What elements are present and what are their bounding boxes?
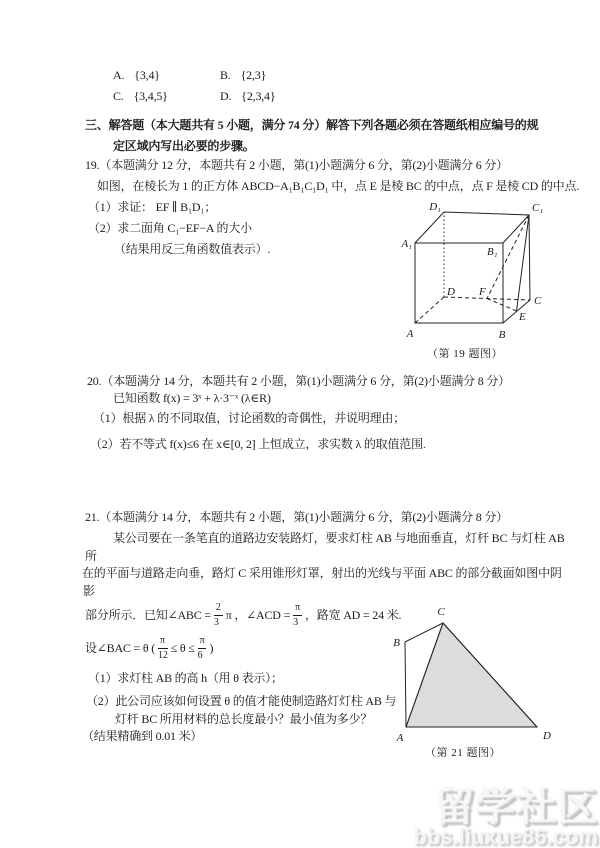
q21-given-mid: π ，∠ACD = [225,607,291,622]
vertex-label-c: C [437,606,445,618]
cube-edge-ad [415,297,444,323]
q21-given-post: ，路宽 AD = 24 米. [305,607,402,622]
q21-note: （结果精确到 0.01 米） [82,729,203,743]
vertex-label-a: A [396,732,404,744]
watermark-title: 留学社区 [434,785,598,829]
q21-body-2: 所 [85,549,97,563]
q21-theta-range [85,635,213,661]
q19-cube-figure [385,198,585,346]
q21-given-pre: 部分所示．已知∠ABC = [85,607,211,622]
section3-heading-line1: 三、解答题（本大题共有 5 小题，满分 74 分）解答下列各题必须在答题纸相应编号的规 [85,118,539,132]
q21-triangle-figure [388,600,568,748]
fraction-pi-twelfths [158,636,168,661]
q21-part2a: （2）此公司应该如何设置 θ 的值才能使制造路灯灯柱 AB 与 [86,694,397,708]
q19-header: 19.（本题满分 12 分，本题共有 2 小题，第(1)小题满分 6 分，第(2)小题满分 6 分） [85,158,508,172]
option-a-key: A. [113,68,125,82]
fraction-denominator: 3 [213,616,219,628]
shaded-light-region [406,623,537,727]
q21-part1: （1）求灯柱 AB 的高 h（用 θ 表示）； [88,671,283,685]
q20-header: 20.（本题满分 14 分，本题共有 2 小题，第(1)小题满分 6 分，第(2)小题满分 8 分） [87,374,510,388]
q21-body-4: 影 [83,584,95,598]
cube-top-face [415,212,529,243]
q20-part1: （1）根据 λ 的不同取值，讨论函数的奇偶性，并说明理由； [93,411,406,425]
vertex-label-b: B [393,637,400,649]
fraction-denominator: 12 [158,649,168,661]
watermark-url: bbs.liuxue86.com [413,824,598,848]
cube-line-c1e [517,215,530,311]
option-b [220,68,266,83]
fraction-numerator: π [158,636,168,649]
vertex-label-a1: A₁ [401,238,412,250]
figure19-caption: （第 19 题图） [427,348,503,360]
cube-line-fe [487,299,517,312]
vertex-label-d: D [543,730,551,742]
vertex-label-b: B [498,329,506,341]
vertex-label-c1: C₁ [532,202,544,214]
fraction-pi-sixths [198,636,207,661]
fraction-pi-thirds [293,603,302,628]
q21-header: 21.（本题满分 14 分，本题共有 2 小题，第(1)小题满分 6 分，第(2)小题满分 8 分） [85,510,508,524]
option-c-value: {3,4,5} [133,89,168,103]
vertex-label-c: C [534,295,542,307]
fraction-two-thirds [214,603,223,628]
fraction-denominator: 6 [197,649,203,661]
q21-part2b: 灯杆 BC 所用材料的总长度最小？最小值为多少？ [115,712,373,726]
q20-formula: 已知函数 f(x) = 3ˣ + λ·3⁻ˣ (λ∈R) [113,391,271,405]
option-a [113,68,160,83]
q21-body-3: 在的平面与道路走向垂，路灯 C 采用锥形灯罩，射出的光线与平面 ABC 的部分截面如图中阴 [82,566,562,580]
fraction-numerator: 2 [214,603,223,616]
watermark [413,785,598,848]
q19-part1: （1）求证： EF ∥ B₁D₁； [88,200,217,214]
fraction-denominator: 3 [293,616,298,628]
q21-given-angles [85,602,401,628]
option-d-key: D. [220,89,232,103]
q21-theta-pre: 设∠BAC = θ ( [85,640,156,655]
option-d-value: {2,3,4} [241,89,276,103]
option-d [220,89,275,104]
vertex-label-e: E [519,311,526,323]
q19-note: （结果用反三角函数值表示）. [114,242,271,256]
option-c-key: C. [113,89,124,103]
q21-theta-mid: ≤ θ ≤ [170,640,195,655]
q21-body-1: 某公司要在一条笔直的道路边安装路灯，要求灯柱 AB 与地面垂直，灯杆 BC 与灯柱 AB [113,531,565,545]
vertex-label-b1: B₁ [487,246,498,258]
q21-theta-post: ) [209,640,214,655]
vertex-label-a: A [406,328,414,340]
q19-part2: （2）求二面角 C₁−EF−A 的大小 [88,221,252,235]
figure21-caption: （第 21 题图） [425,747,501,759]
fraction-numerator: π [293,603,302,616]
section3-heading-line2: 定区域内写出必要的步骤。 [113,139,255,153]
q20-part2: （2）若不等式 f(x)≤6 在 x∈[0, 2] 上恒成立，求实数 λ 的取值范围. [90,437,426,451]
vertex-label-d1: D₁ [429,201,441,213]
option-a-value: {3,4} [134,68,160,82]
fraction-numerator: π [198,636,207,649]
segment-ab [405,642,406,727]
option-b-value: {2,3} [240,68,267,82]
option-b-key: B. [220,68,231,82]
vertex-label-f: F [479,286,486,298]
q19-intro: 如图，在棱长为 1 的正方体 ABCD−A₁B₁C₁D₁ 中，点 E 是棱 BC 的中点，点 F 是棱 CD 的中点. [97,179,580,193]
option-c [113,89,168,104]
vertex-label-d: D [447,286,455,298]
